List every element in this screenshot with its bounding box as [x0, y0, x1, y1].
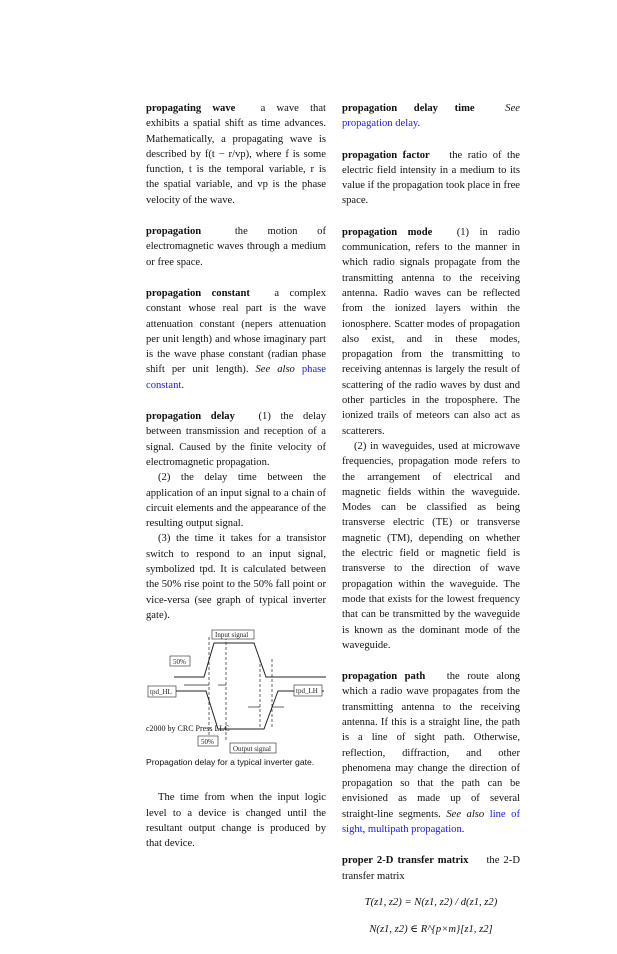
term-propagation-constant: propagation constant — [146, 287, 250, 299]
entry-propagating-wave — [146, 101, 326, 208]
right-column — [342, 101, 520, 954]
definition-propagating-wave: a wave that exhibits a spatial shift as time advances. Mathematically, a propagating wave is described by f(t − r/vp), where f is some function, t is the temporal variable, r is the spatial variable, and vp is the phase velocity of the wave. — [146, 103, 326, 206]
tpd-hl-label: tpd_HL — [150, 688, 172, 697]
pct-bottom-label: 50% — [201, 738, 214, 747]
propagation-delay-p1: (1) the delay between transmission and reception of a signal. Caused by the finite velocity of electromagnetic propagation. — [146, 411, 326, 468]
definition-propagation: the motion of electromagnetic waves through a medium or free space. — [146, 226, 326, 268]
link-line-of-sight[interactable]: line of sight — [342, 808, 520, 836]
see-also-label: See also — [255, 364, 295, 376]
definition-proper-2d: the 2-D transfer matrix — [342, 855, 520, 882]
entry-proper-2d-transfer-matrix — [342, 853, 520, 938]
entry-propagation-constant: propagation constant a complex constant whose real part is the wave attenuation constant (nepers attenuation per unit length) and whose imaginary part is the wave phase constant (radian phase shift per unit length). See also phase constant. — [146, 287, 326, 391]
link-separator: , — [362, 824, 366, 836]
propagation-mode-p1: (1) in radio communication, refers to the manner in which radio signals propagate from the transmitting antenna to the receiving antenna. Radio waves can be reflected from the ionized layers within the ionosphere. Scatter modes of propagation also exist, and in these modes, propagation from the transmitting to receiving antennas is largely the result of scattering of the radio waves by dust and other particles in the troposphere. The ionized trails of meteors can also act as scatterers. — [342, 226, 520, 437]
term-propagation-path: propagation path — [342, 671, 426, 683]
equation-numerator-ring: N(z1, z2) ∈ R^{p×m}[z1, z2] — [369, 923, 493, 935]
term-propagation-delay-time: propagation delay time — [342, 103, 475, 114]
link-phase-constant[interactable]: phase constant — [146, 364, 326, 391]
entry-propagation — [146, 224, 326, 270]
entry-propagation-path — [342, 669, 520, 837]
propagation-mode-p2: (2) in waveguides, used at microwave frequencies, propagation mode refers to the arrangement of electrical and magnetic fields within the waveguide. Modes can be classified as being transverse electric (TE) or transverse magnetic (TM), depending on whether the electric field or magnetic field is transverse to the direction of wave propagation within the waveguide. The mode that exists for the lowest frequency that can be transmitted by the waveguide is known as the dominant mode of the waveguide. — [342, 440, 520, 651]
propagation-delay-p2: (2) the delay time between the application of an input signal to a chain of circuit elements and the appearance of the resulting output signal. — [146, 472, 326, 530]
definition-propagation-factor: the ratio of the electric field intensity in a medium to its value if the propagation took place in free space. — [342, 149, 521, 207]
figure-caption: Propagation delay for a typical inverter gate. — [146, 757, 315, 768]
pct-top-label: 50% — [173, 658, 186, 667]
input-waveform — [174, 643, 326, 677]
see-label: See — [505, 103, 520, 114]
output-signal-label: Output signal — [233, 745, 271, 754]
definition-propagation-path: the route along which a radio wave propagates from the transmitting antenna to the receiving antenna. If this is a straight line, the path is a line of sight path. Otherwise, reflection, diffraction, and other phenomena may change the direction of propagation so that the path can be envisioned as made up of several straight-line segments. — [342, 671, 520, 820]
term-propagation-delay: propagation delay — [146, 411, 235, 423]
input-signal-label: Input signal — [215, 631, 249, 640]
inverter-delay-figure — [146, 629, 326, 754]
definition-propagation-constant: a complex constant whose real part is the wave attenuation constant (nepers attenuation per unit length) and whose imaginary part is the wave phase constant (radian phase shift per unit length). — [146, 287, 326, 376]
tpd-lh-label: tpd_LH — [296, 687, 318, 696]
entry-propagation-mode — [342, 225, 520, 653]
term-propagating-wave: propagating wave — [146, 103, 236, 114]
term-propagation-factor: propagation factor — [342, 149, 430, 161]
term-proper-2d-transfer-matrix: proper 2-D transfer matrix — [342, 855, 469, 867]
link-propagation-delay[interactable]: propagation delay. — [342, 118, 421, 130]
entry-propagation-delay-time — [342, 101, 520, 132]
term-propagation: propagation — [146, 226, 202, 238]
sentence-end: . — [461, 824, 465, 836]
copyright-footer: c2000 by CRC Press LLC — [146, 724, 230, 733]
propagation-delay-p3: (3) the time it takes for a transistor switch to respond to an input signal, symbolized tpd. It is calculated between the 50% rise point to the 50% fall point or vice-versa (see graph of typical inverter gate). — [146, 533, 326, 621]
see-also-label: See also — [446, 808, 485, 820]
left-column — [146, 101, 326, 851]
term-propagation-mode: propagation mode — [342, 226, 433, 238]
equation-transfer-matrix: T(z1, z2) = N(z1, z2) / d(z1, z2) — [364, 896, 498, 908]
entry-propagation-factor — [342, 148, 520, 209]
link-multipath-propagation[interactable]: multipath propagation — [367, 824, 462, 836]
entry-propagation-delay — [146, 409, 326, 623]
propagation-delay-p4: The time from when the input logic level to a device is changed until the resultant output change is produced by that device. — [146, 792, 326, 850]
